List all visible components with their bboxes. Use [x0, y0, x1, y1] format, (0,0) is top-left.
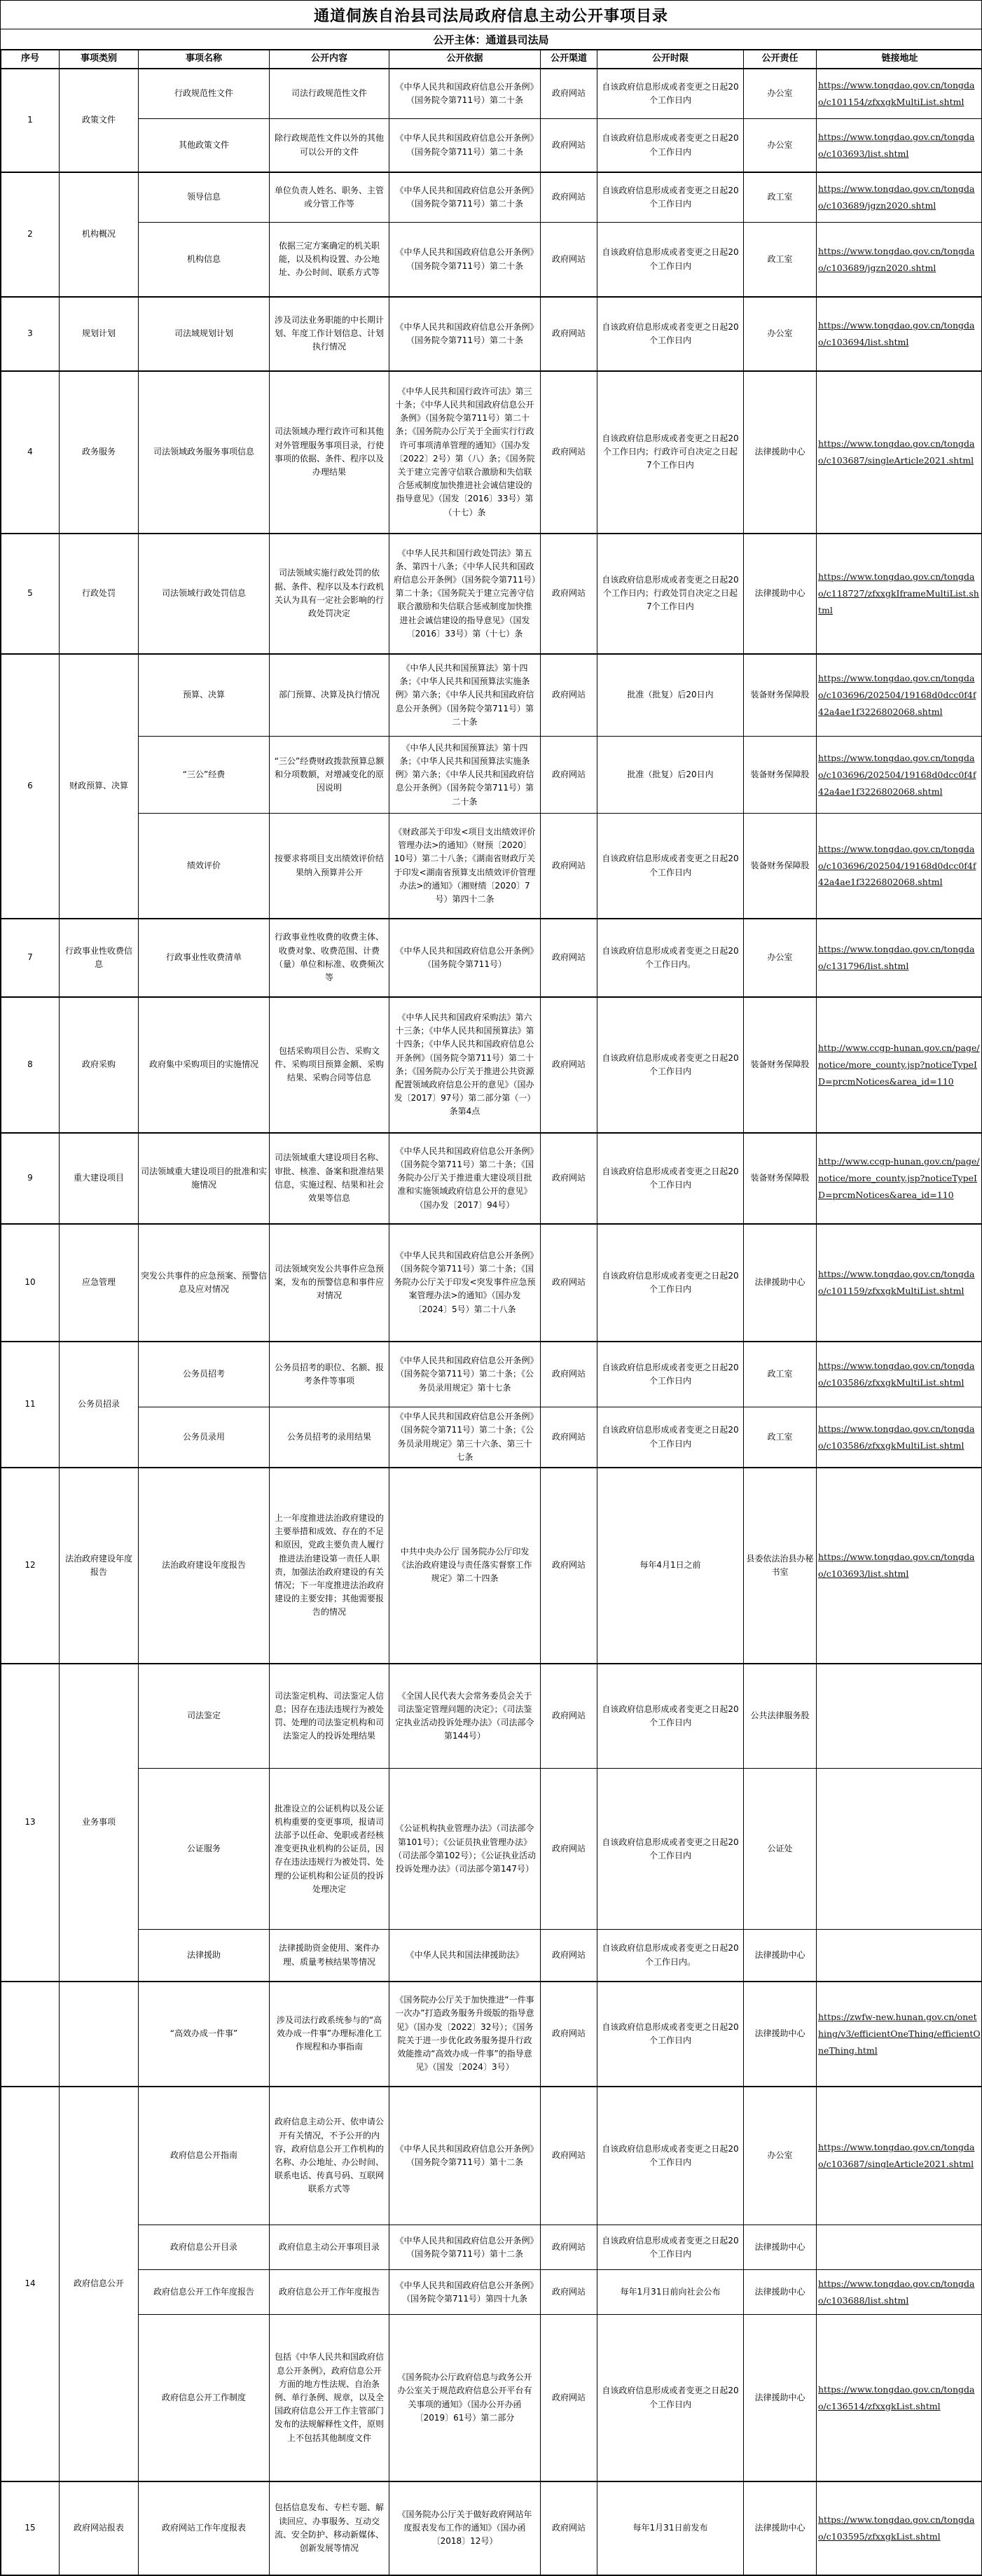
item-time-limit: 批准（批复）后20日内	[597, 654, 744, 737]
item-link[interactable]: https://www.tongdao.gov.cn/tongdao/c118727/zfxxgkIframeMultiList.shtml	[818, 571, 979, 615]
item-responsible-unit: 装备财务保障股	[744, 814, 817, 919]
table-row	[1, 997, 982, 1133]
item-channel: 政府网站	[541, 534, 597, 654]
col-header-responsibility: 公开责任	[744, 50, 817, 69]
page-title: 通道侗族自治县司法局政府信息主动公开事项目录	[1, 1, 981, 29]
item-channel: 政府网站	[541, 737, 597, 814]
item-name: 行政事业性收费清单	[139, 919, 270, 997]
item-basis: 《中华人民共和国政府信息公开条例》（国务院令第711号）第二十条	[389, 297, 541, 371]
col-header-time: 公开时限	[597, 50, 744, 69]
item-content: 政府信息主动公开事项目录	[270, 2225, 389, 2270]
item-link[interactable]: https://www.tongdao.gov.cn/tongdao/c103595/zfxxgkList.shtml	[818, 2514, 974, 2542]
item-category: 重大建设项目	[60, 1133, 139, 1224]
item-name: 预算、决算	[139, 654, 270, 737]
item-link[interactable]: https://www.tongdao.gov.cn/tongdao/c103687/singleArticle2021.shtml	[818, 438, 974, 466]
item-time-limit: 自该政府信息形成或者变更之日起20个工作日内	[597, 69, 744, 119]
item-link[interactable]: https://www.tongdao.gov.cn/tongdao/c103696/202504/19168d0dcc0f4f42a4ae1f3226802068.shtml	[818, 673, 976, 717]
table-row	[1, 1133, 982, 1224]
item-responsible-unit: 政工室	[744, 1407, 817, 1468]
item-link-cell	[817, 997, 982, 1133]
table-row	[1, 1930, 982, 1982]
item-content: 包括《中华人民共和国政府信息公开条例》，政府信息公开方面的地方性法规、自治条例、单行条例、规章，以及全国政府信息公开工作主管部门发布的法规解释性文件，原则上不包括其他制度文件	[270, 2315, 389, 2481]
item-content: 部门预算、决算及执行情况	[270, 654, 389, 737]
item-time-limit: 自该政府信息形成或者变更之日起20个工作日内	[597, 2225, 744, 2270]
item-time-limit: 每年1月31日前发布	[597, 2481, 744, 2575]
item-name: 司法领域重大建设项目的批准和实施情况	[139, 1133, 270, 1224]
item-content: 按要求将项目支出绩效评价结果纳入预算并公开	[270, 814, 389, 919]
item-name: 司法领域政务服务事项信息	[139, 371, 270, 534]
row-number: 5	[1, 534, 60, 654]
item-responsible-unit: 法律援助中心	[744, 1224, 817, 1342]
item-time-limit: 自该政府信息形成或者变更之日起20个工作日内	[597, 1224, 744, 1342]
row-number: 11	[1, 1342, 60, 1468]
item-content: 包括信息发布、专栏专题、解读回应、办事服务、互动交流、安全防护、移动新媒体、创新发展等情况	[270, 2481, 389, 2575]
item-time-limit: 自该政府信息形成或者变更之日起20个工作日内	[597, 1407, 744, 1468]
item-time-limit: 自该政府信息形成或者变更之日起20个工作日内；行政许可自决定之日起7个工作日内	[597, 371, 744, 534]
item-basis: 《公证机构执业管理办法》（司法部令第101号）；《公证员执业管理办法》（司法部令第102号）；《公证执业活动投诉处理办法》（司法部令第147号）	[389, 1769, 541, 1930]
item-link-cell	[817, 2087, 982, 2225]
row-number: 6	[1, 654, 60, 919]
item-link-cell	[817, 814, 982, 919]
item-content: 涉及司法业务职能的中长期计划、年度工作计划信息、计划执行情况	[270, 297, 389, 371]
item-time-limit: 批准（批复）后20日内	[597, 737, 744, 814]
row-number: 14	[1, 2087, 60, 2481]
item-channel: 政府网站	[541, 2087, 597, 2225]
item-time-limit: 自该政府信息形成或者变更之日起20个工作日内	[597, 119, 744, 172]
item-basis: 《中华人民共和国政府采购法》第六十三条；《中华人民共和国预算法》第十四条；《中华人民共和国政府信息公开条例》（国务院令第711号）第二十条；《国务院办公厅关于推进公共资源配置领域政府信息公开的意见》（国办发〔2017〕97号）第二部分第（一）条第4点	[389, 997, 541, 1133]
table-row	[1, 119, 982, 172]
item-category: 行政事业性收费信息	[60, 919, 139, 997]
item-time-limit: 自该政府信息形成或者变更之日起20个工作日内	[597, 172, 744, 223]
item-time-limit: 自该政府信息形成或者变更之日起20个工作日内	[597, 297, 744, 371]
item-category: 规划计划	[60, 297, 139, 371]
item-name: 领导信息	[139, 172, 270, 223]
item-time-limit: 自该政府信息形成或者变更之日起20个工作日内	[597, 1982, 744, 2087]
table-row	[1, 297, 982, 371]
item-channel: 政府网站	[541, 997, 597, 1133]
item-channel: 政府网站	[541, 2270, 597, 2315]
item-basis: 《中华人民共和国政府信息公开条例》（国务院令第711号）第二十条	[389, 69, 541, 119]
disclosure-table	[1, 49, 982, 2576]
row-number: 4	[1, 371, 60, 534]
item-basis: 《中华人民共和国政府信息公开条例》（国务院令第711号）第十二条	[389, 2225, 541, 2270]
item-link-cell	[817, 1342, 982, 1407]
col-header-no: 序号	[1, 50, 60, 69]
item-name: 公务员录用	[139, 1407, 270, 1468]
col-header-content: 公开内容	[270, 50, 389, 69]
item-basis: 中共中央办公厅 国务院办公厅印发《法治政府建设与责任落实督察工作规定》第二十四条	[389, 1468, 541, 1664]
item-basis: 《中华人民共和国行政许可法》第三十条；《中华人民共和国政府信息公开条例》（国务院令第711号）第二十条；《国务院办公厅关于全面实行行政许可事项清单管理的通知》（国办发〔2022〕2号）第（八）条；《国务院关于建立完善守信联合激励和失信联合惩戒制度加快推进社会诚信建设的指导意见》（国发〔2016〕33号）第（十七）条	[389, 371, 541, 534]
item-category: 应急管理	[60, 1224, 139, 1342]
item-content: 法律援助资金使用、案件办理、质量考核结果等情况	[270, 1930, 389, 1982]
item-link[interactable]: https://www.tongdao.gov.cn/tongdao/c103689/jgzn2020.shtml	[818, 246, 974, 273]
item-channel: 政府网站	[541, 654, 597, 737]
item-content: 单位负责人姓名、职务、主管或分管工作等	[270, 172, 389, 223]
item-link-empty	[817, 1769, 982, 1930]
item-link[interactable]: https://www.tongdao.gov.cn/tongdao/c101154/zfxxgkMultiList.shtml	[818, 80, 974, 107]
item-content: 司法领域实施行政处罚的依据、条件、程序以及本行政机关认为具有一定社会影响的行政处罚决定	[270, 534, 389, 654]
item-name: 政府信息公开指南	[139, 2087, 270, 2225]
item-responsible-unit: 装备财务保障股	[744, 654, 817, 737]
header-row	[1, 50, 982, 69]
item-link[interactable]: https://www.tongdao.gov.cn/tongdao/c103586/zfxxgkMultiList.shtml	[818, 1360, 974, 1388]
row-number: 9	[1, 1133, 60, 1224]
item-responsible-unit: 办公室	[744, 919, 817, 997]
item-channel: 政府网站	[541, 69, 597, 119]
item-responsible-unit: 法律援助中心	[744, 1930, 817, 1982]
item-time-limit: 自该政府信息形成或者变更之日起20个工作日内	[597, 2087, 744, 2225]
item-channel: 政府网站	[541, 919, 597, 997]
item-name: 机构信息	[139, 223, 270, 297]
item-category: 行政处罚	[60, 534, 139, 654]
item-name: “三公”经费	[139, 737, 270, 814]
item-basis: 《中华人民共和国政府信息公开条例》（国务院令第711号）	[389, 919, 541, 997]
item-responsible-unit: 法律援助中心	[744, 2481, 817, 2575]
table-row	[1, 2225, 982, 2270]
item-responsible-unit: 公共法律服务股	[744, 1664, 817, 1769]
item-basis: 《中华人民共和国政府信息公开条例》（国务院令第711号）第十二条	[389, 2087, 541, 2225]
table-row	[1, 1982, 982, 2087]
item-content: 司法领域办理行政许可和其他对外管理服务事项目录，行使事项的依据、条件、程序以及办理结果	[270, 371, 389, 534]
item-channel: 政府网站	[541, 1664, 597, 1769]
item-content: “三公”经费财政拨款预算总额和分项数额，对增减变化的原因说明	[270, 737, 389, 814]
item-link-cell	[817, 223, 982, 297]
row-number: 12	[1, 1468, 60, 1664]
item-content: 公务员招考的职位、名额、报考条件等事项	[270, 1342, 389, 1407]
item-name: 突发公共事件的应急预案、预警信息及应对情况	[139, 1224, 270, 1342]
item-content: 包括采购项目公告、采购文件、采购项目预算金额、采购结果、采购合同等信息	[270, 997, 389, 1133]
table-row	[1, 1664, 982, 1769]
item-content: 司法鉴定机构、司法鉴定人信息；因存在违法违规行为被处罚、处理的司法鉴定机构和司法鉴定人的投诉处理结果	[270, 1664, 389, 1769]
item-basis: 《中华人民共和国政府信息公开条例》（国务院令第711号）第二十条	[389, 223, 541, 297]
item-name: 政府网站工作年度报表	[139, 2481, 270, 2575]
table-body	[1, 69, 982, 2575]
item-time-limit: 自该政府信息形成或者变更之日起20个工作日内	[597, 1342, 744, 1407]
item-basis: 《中华人民共和国政府信息公开条例》（国务院令第711号）第二十条；《国务院办公厅关于推进重大建设项目批准和实施领域政府信息公开的意见》（国办发〔2017〕94号）	[389, 1133, 541, 1224]
item-content: 政府信息主动公开、依申请公开有关情况，不予公开的内容，政府信息公开工作机构的名称、办公地址、办公时间、联系电话、传真号码、互联网联系方式等	[270, 2087, 389, 2225]
subject-line: 公开主体：通道县司法局	[1, 29, 981, 49]
item-link[interactable]: https://www.tongdao.gov.cn/tongdao/c103689/jgzn2020.shtml	[818, 183, 974, 211]
item-link[interactable]: https://www.tongdao.gov.cn/tongdao/c103693/list.shtml	[818, 1552, 974, 1579]
item-link-empty	[817, 2225, 982, 2270]
table-row	[1, 371, 982, 534]
row-number: 8	[1, 997, 60, 1133]
item-link[interactable]: http://www.ccgp-hunan.gov.cn/page/notice/more_county.jsp?noticeTypeID=prcmNotices&area_id=110	[818, 1043, 980, 1087]
item-link-cell	[817, 69, 982, 119]
item-basis: 《中华人民共和国政府信息公开条例》（国务院令第711号）第二十条	[389, 119, 541, 172]
item-link-cell	[817, 172, 982, 223]
item-category: 政策文件	[60, 69, 139, 172]
item-basis: 《中华人民共和国法律援助法》	[389, 1930, 541, 1982]
item-basis: 《国务院办公厅关于做好政府网站年度报表发布工作的通知》（国办函〔2018〕12号）	[389, 2481, 541, 2575]
table-row	[1, 919, 982, 997]
item-basis: 《中华人民共和国预算法》第十四条；《中华人民共和国预算法实施条例》第六条；《中华人民共和国政府信息公开条例》（国务院令第711号）第二十条	[389, 737, 541, 814]
item-time-limit: 自该政府信息形成或者变更之日起20个工作日内	[597, 1664, 744, 1769]
item-responsible-unit: 法律援助中心	[744, 534, 817, 654]
table-row	[1, 654, 982, 737]
item-channel: 政府网站	[541, 1930, 597, 1982]
item-category: 机构概况	[60, 172, 139, 297]
item-content: 除行政规范性文件以外的其他可以公开的文件	[270, 119, 389, 172]
item-basis: 《中华人民共和国政府信息公开条例》（国务院令第711号）第二十条	[389, 172, 541, 223]
row-number: 3	[1, 297, 60, 371]
item-responsible-unit: 办公室	[744, 297, 817, 371]
item-category: 财政预算、决算	[60, 654, 139, 919]
item-channel: 政府网站	[541, 223, 597, 297]
item-link[interactable]: https://www.tongdao.gov.cn/tongdao/c103693/list.shtml	[818, 132, 974, 159]
item-channel: 政府网站	[541, 2315, 597, 2481]
item-responsible-unit: 装备财务保障股	[744, 997, 817, 1133]
item-link[interactable]: https://www.tongdao.gov.cn/tongdao/c103694/list.shtml	[818, 320, 974, 347]
item-link-cell	[817, 371, 982, 534]
item-link-cell	[817, 1982, 982, 2087]
item-link-empty	[817, 1664, 982, 1769]
item-link[interactable]: https://www.tongdao.gov.cn/tongdao/c136514/zfxxgkList.shtml	[818, 2384, 974, 2411]
item-channel: 政府网站	[541, 2225, 597, 2270]
item-channel: 政府网站	[541, 1342, 597, 1407]
row-number	[1, 1982, 60, 2087]
item-name: 司法鉴定	[139, 1664, 270, 1769]
item-time-limit: 自该政府信息形成或者变更之日起20个工作日内。	[597, 919, 744, 997]
item-link[interactable]: https://www.tongdao.gov.cn/tongdao/c131796/list.shtml	[818, 944, 974, 971]
table-row	[1, 1224, 982, 1342]
item-basis: 《中华人民共和国政府信息公开条例》（国务院令第711号）第二十条；《国务院办公厅关于印发<突发事件应急预案管理办法>的通知》（国办发〔2024〕5号）第二十八条	[389, 1224, 541, 1342]
item-basis: 《国务院办公厅政府信息与政务公开办公室关于规范政府信息公开平台有关事项的通知》（国办公开办函〔2019〕61号）第二部分	[389, 2315, 541, 2481]
row-number: 2	[1, 172, 60, 297]
item-link-cell	[817, 1133, 982, 1224]
item-basis: 《财政部关于印发<项目支出绩效评价管理办法>的通知》（财预〔2020〕10号）第二十八条；《湖南省财政厅关于印发<湖南省预算支出绩效评价管理办法>的通知》（湘财绩〔2020〕7号）第四十二条	[389, 814, 541, 919]
item-link-cell	[817, 2315, 982, 2481]
item-link-cell	[817, 119, 982, 172]
item-responsible-unit: 装备财务保障股	[744, 1133, 817, 1224]
item-link[interactable]: https://www.tongdao.gov.cn/tongdao/c103586/zfxxgkMultiList.shtml	[818, 1423, 974, 1451]
item-time-limit: 自该政府信息形成或者变更之日起20个工作日内	[597, 223, 744, 297]
item-channel: 政府网站	[541, 1982, 597, 2087]
item-content: 司法领域突发公共事件应急预案，发布的预警信息和事件应对情况	[270, 1224, 389, 1342]
item-name: 法治政府建设年度报告	[139, 1468, 270, 1664]
item-name: 绩效评价	[139, 814, 270, 919]
item-time-limit: 自该政府信息形成或者变更之日起20个工作日内	[597, 1769, 744, 1930]
item-basis: 《中华人民共和国行政处罚法》第五条、第四十八条；《中华人民共和国政府信息公开条例》（国务院令第711号）第二十条；《国务院关于建立完善守信联合激励和失信联合惩戒制度加快推进社会诚信建设的指导意见》（国发〔2016〕33号）第（十七）条	[389, 534, 541, 654]
item-category	[60, 1982, 139, 2087]
table-row	[1, 1769, 982, 1930]
table-row	[1, 534, 982, 654]
item-name: 政府信息公开工作制度	[139, 2315, 270, 2481]
item-content: 司法行政规范性文件	[270, 69, 389, 119]
table-row	[1, 2270, 982, 2315]
item-category: 法治政府建设年度报告	[60, 1468, 139, 1664]
item-category: 政府采购	[60, 997, 139, 1133]
item-name: “高效办成一件事”	[139, 1982, 270, 2087]
item-link[interactable]: https://zwfw-new.hunan.gov.cn/onething/v3/efficientOneThing/efficientOneThing.html	[818, 2012, 981, 2056]
item-time-limit: 每年4月1日之前	[597, 1468, 744, 1664]
item-link-cell	[817, 737, 982, 814]
item-time-limit: 自该政府信息形成或者变更之日起20个工作日内	[597, 814, 744, 919]
item-channel: 政府网站	[541, 1133, 597, 1224]
row-number: 15	[1, 2481, 60, 2575]
item-content: 公务员招考的录用结果	[270, 1407, 389, 1468]
item-name: 其他政策文件	[139, 119, 270, 172]
item-category: 政府信息公开	[60, 2087, 139, 2481]
item-responsible-unit: 法律援助中心	[744, 1982, 817, 2087]
item-responsible-unit: 政工室	[744, 1342, 817, 1407]
item-link-cell	[817, 654, 982, 737]
item-name: 行政规范性文件	[139, 69, 270, 119]
item-responsible-unit: 法律援助中心	[744, 2270, 817, 2315]
item-category: 政府网站报表	[60, 2481, 139, 2575]
item-responsible-unit: 政工室	[744, 172, 817, 223]
item-name: 法律援助	[139, 1930, 270, 1982]
item-time-limit: 自该政府信息形成或者变更之日起20个工作日内。	[597, 1930, 744, 1982]
table-row	[1, 814, 982, 919]
item-channel: 政府网站	[541, 1224, 597, 1342]
item-channel: 政府网站	[541, 814, 597, 919]
col-header-category: 事项类别	[60, 50, 139, 69]
item-link-cell	[817, 1224, 982, 1342]
item-responsible-unit: 办公室	[744, 69, 817, 119]
item-category: 公务员招录	[60, 1342, 139, 1468]
item-time-limit: 自该政府信息形成或者变更之日起20个工作日内	[597, 997, 744, 1133]
item-link-cell	[817, 919, 982, 997]
row-number: 7	[1, 919, 60, 997]
item-responsible-unit: 县委依法治县办秘书室	[744, 1468, 817, 1664]
item-channel: 政府网站	[541, 2481, 597, 2575]
item-basis: 《中华人民共和国预算法》第十四条；《中华人民共和国预算法实施条例》第六条；《中华人民共和国政府信息公开条例》（国务院令第711号）第二十条	[389, 654, 541, 737]
item-link-cell	[817, 2270, 982, 2315]
table-row	[1, 2315, 982, 2481]
table-row	[1, 1407, 982, 1468]
item-name: 司法领域行政处罚信息	[139, 534, 270, 654]
item-channel: 政府网站	[541, 371, 597, 534]
item-channel: 政府网站	[541, 1769, 597, 1930]
item-category: 业务事项	[60, 1664, 139, 1982]
table-row	[1, 172, 982, 223]
item-channel: 政府网站	[541, 297, 597, 371]
item-link-cell	[817, 1468, 982, 1664]
item-name: 司法域规划计划	[139, 297, 270, 371]
item-time-limit: 自该政府信息形成或者变更之日起20个工作日内；行政处罚自决定之日起7个工作日内	[597, 534, 744, 654]
item-content: 政府信息公开工作年度报告	[270, 2270, 389, 2315]
item-content: 上一年度推进法治政府建设的主要举措和成效、存在的不足和原因，党政主要负责人履行推进法治建设第一责任人职责，加强法治政府建设的有关情况；下一年度推进法治政府建设的主要安排；其他需要报告的情况	[270, 1468, 389, 1664]
item-time-limit: 每年1月31日前向社会公布	[597, 2270, 744, 2315]
item-channel: 政府网站	[541, 172, 597, 223]
table-row	[1, 1468, 982, 1664]
item-basis: 《全国人民代表大会常务委员会关于司法鉴定管理问题的决定》；《司法鉴定执业活动投诉处理办法》（司法部令第144号）	[389, 1664, 541, 1769]
item-name: 公务员招考	[139, 1342, 270, 1407]
table-row	[1, 737, 982, 814]
item-basis: 《中华人民共和国政府信息公开条例》（国务院令第711号）第二十条；《公务员录用规定》第三十六条、第三十七条	[389, 1407, 541, 1468]
item-channel: 政府网站	[541, 1468, 597, 1664]
item-time-limit: 自该政府信息形成或者变更之日起20个工作日内	[597, 1133, 744, 1224]
table-row	[1, 223, 982, 297]
col-header-link: 链接地址	[817, 50, 982, 69]
item-link-empty	[817, 1930, 982, 1982]
item-channel: 政府网站	[541, 119, 597, 172]
item-content: 行政事业性收费的收费主体、收费对象、收费范围、计费（量）单位和标准、收费频次等	[270, 919, 389, 997]
item-name: 政府集中采购项目的实施情况	[139, 997, 270, 1133]
item-link[interactable]: http://www.ccgp-hunan.gov.cn/page/notice/more_county.jsp?noticeTypeID=prcmNotices&area_id=110	[818, 1156, 980, 1200]
item-responsible-unit: 公证处	[744, 1769, 817, 1930]
item-content: 涉及司法行政系统参与的“高效办成一件事”办理标准化工作规程和办事指南	[270, 1982, 389, 2087]
item-responsible-unit: 装备财务保障股	[744, 737, 817, 814]
item-link-cell	[817, 297, 982, 371]
item-basis: 《中华人民共和国政府信息公开条例》（国务院令第711号）第四十九条	[389, 2270, 541, 2315]
item-name: 政府信息公开工作年度报告	[139, 2270, 270, 2315]
item-responsible-unit: 办公室	[744, 2087, 817, 2225]
item-content: 司法领域重大建设项目名称、审批、核准、备案和批准结果信息，实施过程、结果和社会效果等信息	[270, 1133, 389, 1224]
item-basis: 《国务院办公厅关于加快推进“一件事一次办”打造政务服务升级版的指导意见》（国办发〔2022〕32号）；《国务院关于进一步优化政务服务提升行政效能推动“高效办成一件事”的指导意见》（国发〔2024〕3号）	[389, 1982, 541, 2087]
item-responsible-unit: 法律援助中心	[744, 2225, 817, 2270]
col-header-channel: 公开渠道	[541, 50, 597, 69]
table-row	[1, 2481, 982, 2575]
item-responsible-unit: 法律援助中心	[744, 2315, 817, 2481]
item-basis: 《中华人民共和国政府信息公开条例》（国务院令第711号）第二十条；《公务员录用规定》第十七条	[389, 1342, 541, 1407]
item-responsible-unit: 政工室	[744, 223, 817, 297]
table-row	[1, 69, 982, 119]
col-header-name: 事项名称	[139, 50, 270, 69]
col-header-basis: 公开依据	[389, 50, 541, 69]
item-link[interactable]: https://www.tongdao.gov.cn/tongdao/c103696/202504/19168d0dcc0f4f42a4ae1f3226802068.shtml	[818, 844, 976, 888]
item-link[interactable]: https://www.tongdao.gov.cn/tongdao/c103688/list.shtml	[818, 2278, 974, 2306]
item-name: 政府信息公开目录	[139, 2225, 270, 2270]
table-row	[1, 2087, 982, 2225]
row-number: 1	[1, 69, 60, 172]
item-time-limit: 自该政府信息形成或者变更之日起20个工作日内	[597, 2315, 744, 2481]
item-content: 依据三定方案确定的机关职能，以及机构设置、办公地址、办公时间、联系方式等	[270, 223, 389, 297]
item-link-cell	[817, 2481, 982, 2575]
item-link[interactable]: https://www.tongdao.gov.cn/tongdao/c103687/singleArticle2021.shtml	[818, 2142, 974, 2169]
row-number: 10	[1, 1224, 60, 1342]
row-number: 13	[1, 1664, 60, 1982]
item-content: 批准设立的公证机构以及公证机构重要的变更事项，报请司法部予以任命、免职或者经核准变更执业机构的公证员，因存在违法违规行为被处罚、处理的公证机构和公证员的投诉处理决定	[270, 1769, 389, 1930]
item-category: 政务服务	[60, 371, 139, 534]
item-responsible-unit: 办公室	[744, 119, 817, 172]
item-link-cell	[817, 1407, 982, 1468]
item-link[interactable]: https://www.tongdao.gov.cn/tongdao/c101159/zfxxgkMultiList.shtml	[818, 1269, 974, 1296]
table-row	[1, 1342, 982, 1407]
item-channel: 政府网站	[541, 1407, 597, 1468]
item-link[interactable]: https://www.tongdao.gov.cn/tongdao/c103696/202504/19168d0dcc0f4f42a4ae1f3226802068.shtml	[818, 753, 976, 797]
item-name: 公证服务	[139, 1769, 270, 1930]
item-responsible-unit: 法律援助中心	[744, 371, 817, 534]
item-link-cell	[817, 534, 982, 654]
